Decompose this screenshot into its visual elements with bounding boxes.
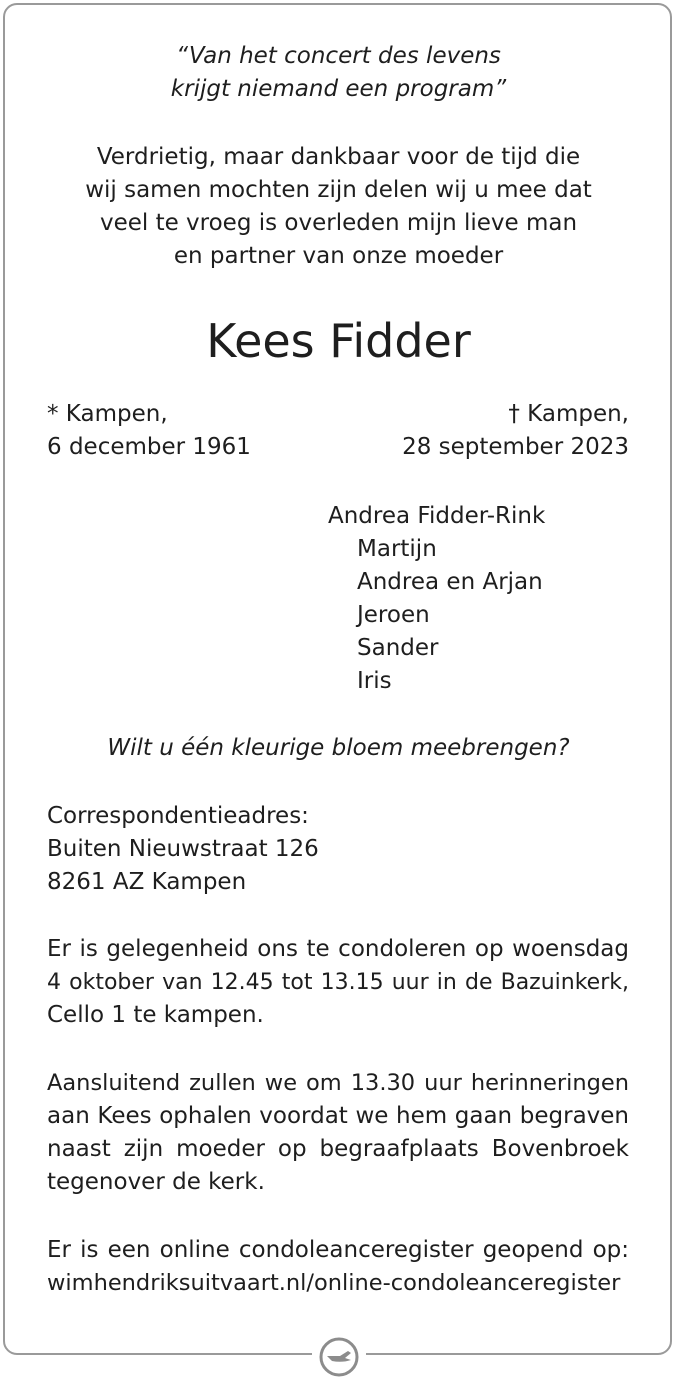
death-place: † Kampen, — [508, 401, 629, 427]
quote-line-2: krijgt niemand een program” — [170, 76, 507, 102]
address-label: Correspondentieadres: — [47, 803, 309, 829]
deceased-name: Kees Fidder — [206, 314, 471, 368]
death-date: 28 september 2023 — [402, 434, 629, 460]
family-member: Iris — [357, 668, 392, 694]
memorial-line-4: tegenover de kerk. — [47, 1169, 265, 1195]
condolence-line-1: Er is gelegenheid ons te condoleren op woensdag — [47, 936, 629, 962]
address-street: Buiten Nieuwstraat 126 — [47, 836, 319, 862]
condolence-line-2: 4 oktober van 12.45 tot 13.15 uur in de Bazuinkerk, — [47, 970, 629, 995]
address-city: 8261 AZ Kampen — [47, 869, 247, 895]
intro-line-2: wij samen mochten zijn delen wij u mee dat — [85, 177, 592, 203]
memorial-line-2: aan Kees ophalen voordat we hem gaan begraven — [47, 1103, 629, 1129]
intro-line-4: en partner van onze moeder — [173, 243, 504, 269]
online-register-url: wimhendriksuitvaart.nl/online-condoleanceregister — [47, 1270, 621, 1296]
family-member: Sander — [357, 635, 439, 661]
memorial-line-1: Aansluitend zullen we om 13.30 uur herinneringen — [47, 1070, 629, 1096]
birth-date: 6 december 1961 — [47, 434, 251, 460]
condolence-line-3: Cello 1 te kampen. — [47, 1002, 264, 1028]
funeral-home-emblem-icon — [318, 1336, 360, 1378]
family-member: Andrea en Arjan — [357, 569, 543, 595]
birth-place: * Kampen, — [47, 401, 168, 427]
quote-line-1: “Van het concert des levens — [176, 43, 501, 69]
family-member: Martijn — [357, 536, 437, 562]
family-member: Jeroen — [357, 602, 430, 628]
family-spouse: Andrea Fidder-Rink — [328, 503, 546, 529]
intro-line-1: Verdrietig, maar dankbaar voor de tijd die — [96, 144, 581, 170]
flower-request: Wilt u één kleurige bloem meebrengen? — [107, 735, 570, 761]
memorial-line-3: naast zijn moeder op begraafplaats Bovenbroek — [47, 1136, 629, 1162]
online-register-text: Er is een online condoleanceregister geopend op: — [47, 1237, 629, 1263]
intro-line-3: veel te vroeg is overleden mijn lieve man — [99, 210, 578, 236]
